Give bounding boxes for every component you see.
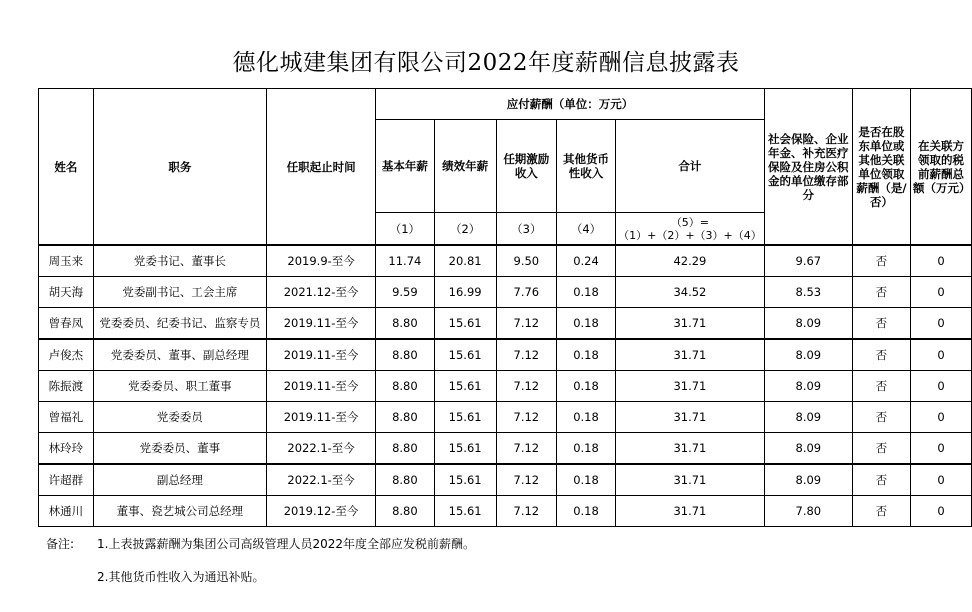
cell-social: 8.09	[764, 464, 852, 496]
cell-related-amount: 0	[911, 308, 972, 340]
cell-base: 8.80	[376, 464, 434, 496]
cell-perf: 15.61	[434, 433, 496, 465]
cell-total: 42.29	[616, 245, 765, 277]
cell-total: 31.71	[616, 433, 765, 465]
cell-perf: 15.61	[434, 402, 496, 433]
table-row	[39, 339, 972, 371]
cell-related: 否	[852, 277, 910, 308]
header-related-amount: 在关联方领取的税前薪酬总额（万元）	[911, 89, 972, 246]
cell-other: 0.18	[556, 402, 615, 433]
cell-related-amount: 0	[911, 464, 972, 496]
cell-position: 副总经理	[93, 464, 266, 496]
table-row	[39, 433, 972, 465]
cell-position: 党委书记、董事长	[93, 245, 266, 277]
cell-name: 陈振渡	[39, 371, 94, 402]
cell-social: 9.67	[764, 245, 852, 277]
header-related: 是否在股东单位或其他关联单位领取薪酬（是/否）	[852, 89, 910, 246]
note-line-2: 2.其他货币性收入为通迅补贴。	[97, 570, 265, 584]
header-term: 任职起止时间	[266, 89, 375, 246]
cell-incentive: 7.12	[496, 464, 556, 496]
cell-base: 8.80	[376, 339, 434, 371]
cell-social: 8.09	[764, 433, 852, 465]
cell-name: 林玲玲	[39, 433, 94, 465]
cell-incentive: 7.12	[496, 496, 556, 527]
cell-base: 9.59	[376, 277, 434, 308]
header-n1: （1）	[376, 213, 434, 246]
cell-related: 否	[852, 245, 910, 277]
cell-total: 31.71	[616, 371, 765, 402]
cell-term: 2019.11-至今	[266, 371, 375, 402]
cell-other: 0.18	[556, 496, 615, 527]
cell-other: 0.18	[556, 277, 615, 308]
cell-related-amount: 0	[911, 496, 972, 527]
header-position: 职务	[93, 89, 266, 246]
cell-incentive: 7.12	[496, 339, 556, 371]
cell-related-amount: 0	[911, 277, 972, 308]
cell-related: 否	[852, 339, 910, 371]
cell-total: 31.71	[616, 402, 765, 433]
page-title: 德化城建集团有限公司2022年度薪酬信息披露表	[232, 50, 740, 76]
table-row	[39, 464, 972, 496]
cell-incentive: 7.76	[496, 277, 556, 308]
cell-related-amount: 0	[911, 245, 972, 277]
cell-other: 0.18	[556, 433, 615, 465]
cell-base: 8.80	[376, 308, 434, 340]
table-row	[39, 277, 972, 308]
cell-other: 0.18	[556, 308, 615, 340]
header-n5: （5）=（1）+（2）+（3）+（4）	[616, 213, 765, 246]
cell-position: 党委委员、董事	[93, 433, 266, 465]
salary-table	[38, 88, 972, 527]
header-n4: （4）	[556, 213, 615, 246]
cell-related: 否	[852, 433, 910, 465]
cell-term: 2019.9-至今	[266, 245, 375, 277]
cell-total: 34.52	[616, 277, 765, 308]
cell-total: 31.71	[616, 464, 765, 496]
header-social: 社会保险、企业年金、补充医疗保险及住房公积金的单位缴存部分	[764, 89, 852, 246]
header-incentive: 任期激励收入	[496, 120, 556, 213]
cell-base: 8.80	[376, 402, 434, 433]
cell-term: 2019.12-至今	[266, 496, 375, 527]
cell-position: 党委委员、纪委书记、监察专员	[93, 308, 266, 340]
cell-name: 曾春凤	[39, 308, 94, 340]
cell-base: 8.80	[376, 371, 434, 402]
table-row	[39, 245, 972, 277]
cell-social: 8.09	[764, 308, 852, 340]
cell-term: 2019.11-至今	[266, 402, 375, 433]
header-total: 合计	[616, 120, 765, 213]
header-name: 姓名	[39, 89, 94, 246]
cell-other: 0.18	[556, 371, 615, 402]
cell-position: 党委委员、职工董事	[93, 371, 266, 402]
table-row	[39, 308, 972, 340]
table-row	[39, 402, 972, 433]
cell-incentive: 7.12	[496, 371, 556, 402]
cell-term: 2022.1-至今	[266, 433, 375, 465]
cell-total: 31.71	[616, 496, 765, 527]
cell-other: 0.18	[556, 339, 615, 371]
header-n3: （3）	[496, 213, 556, 246]
cell-perf: 15.61	[434, 496, 496, 527]
cell-name: 周玉来	[39, 245, 94, 277]
cell-term: 2022.1-至今	[266, 464, 375, 496]
cell-name: 曾福礼	[39, 402, 94, 433]
table-row	[39, 496, 972, 527]
cell-base: 8.80	[376, 433, 434, 465]
cell-perf: 16.99	[434, 277, 496, 308]
cell-perf: 15.61	[434, 371, 496, 402]
cell-position: 党委副书记、工会主席	[93, 277, 266, 308]
cell-base: 8.80	[376, 496, 434, 527]
cell-perf: 15.61	[434, 339, 496, 371]
cell-perf: 15.61	[434, 308, 496, 340]
cell-social: 8.09	[764, 402, 852, 433]
cell-incentive: 9.50	[496, 245, 556, 277]
cell-related-amount: 0	[911, 339, 972, 371]
cell-related: 否	[852, 464, 910, 496]
cell-position: 董事、瓷艺城公司总经理	[93, 496, 266, 527]
cell-name: 胡天海	[39, 277, 94, 308]
cell-related: 否	[852, 308, 910, 340]
cell-term: 2021.12-至今	[266, 277, 375, 308]
cell-social: 8.53	[764, 277, 852, 308]
cell-incentive: 7.12	[496, 433, 556, 465]
cell-other: 0.24	[556, 245, 615, 277]
cell-related-amount: 0	[911, 371, 972, 402]
header-base: 基本年薪	[376, 120, 434, 213]
cell-position: 党委委员	[93, 402, 266, 433]
cell-related: 否	[852, 496, 910, 527]
cell-name: 卢俊杰	[39, 339, 94, 371]
note-line-1: 1.上表披露薪酬为集团公司高级管理人员2022年度全部应发税前薪酬。	[97, 537, 475, 551]
header-other: 其他货币性收入	[556, 120, 615, 213]
cell-social: 7.80	[764, 496, 852, 527]
table-row	[39, 371, 972, 402]
cell-incentive: 7.12	[496, 402, 556, 433]
cell-term: 2019.11-至今	[266, 339, 375, 371]
header-perf: 绩效年薪	[434, 120, 496, 213]
cell-related-amount: 0	[911, 433, 972, 465]
cell-other: 0.18	[556, 464, 615, 496]
cell-social: 8.09	[764, 339, 852, 371]
cell-perf: 20.81	[434, 245, 496, 277]
cell-total: 31.71	[616, 339, 765, 371]
notes-label: 备注:	[46, 537, 75, 551]
header-n2: （2）	[434, 213, 496, 246]
cell-term: 2019.11-至今	[266, 308, 375, 340]
cell-related: 否	[852, 402, 910, 433]
cell-base: 11.74	[376, 245, 434, 277]
cell-perf: 15.61	[434, 464, 496, 496]
cell-position: 党委委员、董事、副总经理	[93, 339, 266, 371]
header-pay-group: 应付薪酬（单位：万元）	[376, 89, 765, 120]
cell-total: 31.71	[616, 308, 765, 340]
cell-incentive: 7.12	[496, 308, 556, 340]
cell-name: 许超群	[39, 464, 94, 496]
cell-name: 林通川	[39, 496, 94, 527]
cell-related: 否	[852, 371, 910, 402]
cell-social: 8.09	[764, 371, 852, 402]
cell-related-amount: 0	[911, 402, 972, 433]
